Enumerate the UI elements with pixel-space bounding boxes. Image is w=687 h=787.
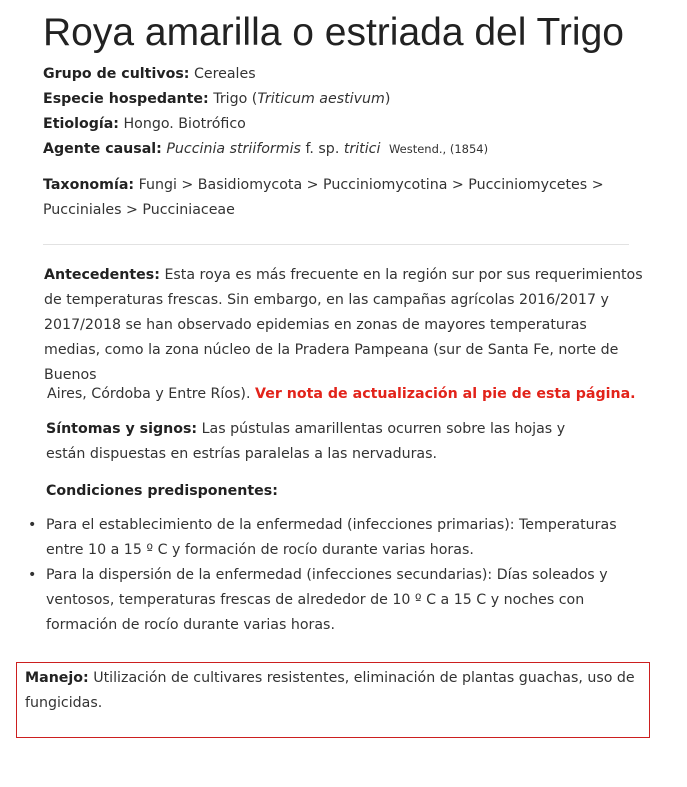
condiciones-heading — [46, 479, 278, 504]
taxonomy-label: Taxonomía: — [43, 177, 135, 193]
bullet-icon: • — [28, 517, 37, 533]
disease-metadata — [43, 62, 643, 162]
sintomas-label: Síntomas y signos: — [46, 421, 198, 437]
grupo-cultivos-row — [43, 62, 643, 87]
page-title: Roya amarilla o estriada del Trigo — [43, 11, 624, 54]
antecedentes-text-continued: Aires, Córdoba y Entre Ríos). — [47, 386, 251, 402]
grupo-cultivos-label: Grupo de cultivos: — [43, 66, 190, 82]
taxonomy-section — [43, 173, 633, 223]
antecedentes-text: Esta roya es más frecuente en la región sur por sus requerimientos de temperaturas frescas. Sin embargo, en las campañas agrícolas 2016/2017 y 2017/2018 se han observado epidemias en zonas de mayores temperaturas medias, como la zona núcleo de la Pradera Pampeana (sur de Santa Fe, norte de Buenos — [44, 267, 643, 383]
etiologia-row — [43, 112, 643, 137]
list-item-text: Para la dispersión de la enfermedad (infecciones secundarias): Días soleados y ventosos, temperaturas frescas de alrededor de 10 º C a 15 C y noches con formación de rocío durante varias horas. — [46, 567, 608, 633]
manejo-text: Utilización de cultivares resistentes, eliminación de plantas guachas, uso de fungicidas. — [25, 670, 635, 711]
section-divider — [43, 244, 629, 245]
antecedentes-continuation — [47, 382, 647, 407]
agente-variety-name: tritici — [343, 141, 381, 157]
agente-causal-label: Agente causal: — [43, 141, 162, 157]
etiologia-value: Hongo. Biotrófico — [123, 116, 246, 132]
antecedentes-paragraph — [44, 263, 644, 388]
manejo-box — [16, 662, 650, 738]
condiciones-list — [22, 513, 622, 638]
list-item-text: Para el establecimiento de la enfermedad (infecciones primarias): Temperaturas entre 10 a 15 º C y formación de rocío durante varias horas. — [46, 517, 617, 558]
antecedentes-label: Antecedentes: — [44, 267, 160, 283]
etiologia-label: Etiología: — [43, 116, 119, 132]
bullet-icon: • — [28, 567, 37, 583]
agente-causal-row — [43, 137, 643, 162]
sintomas-text: Las pústulas amarillentas ocurren sobre las hojas y están dispuestas en estrías paralelas a las nervaduras. — [46, 421, 566, 462]
especie-hospedante-label: Especie hospedante: — [43, 91, 209, 107]
condiciones-label: Condiciones predisponentes: — [46, 483, 278, 499]
especie-value-pre: Trigo ( — [213, 91, 258, 107]
especie-value-post: ) — [384, 91, 391, 107]
list-item — [22, 563, 622, 638]
list-item — [22, 513, 622, 563]
agente-forma-specialis: f. sp. — [305, 141, 340, 157]
taxonomy-value: Fungi > Basidiomycota > Pucciniomycotina > Pucciniomycetes > Pucciniales > Pucciniaceae — [43, 177, 604, 218]
especie-hospedante-row — [43, 87, 643, 112]
sintomas-paragraph — [46, 417, 606, 467]
grupo-cultivos-value: Cereales — [193, 66, 256, 82]
agente-author: Westend., (1854) — [388, 142, 489, 156]
especie-scientific-name: Triticum aestivum — [257, 91, 385, 107]
agente-species-name: Puccinia striiformis — [166, 141, 301, 157]
manejo-label: Manejo: — [25, 670, 89, 686]
update-note-link[interactable]: Ver nota de actualización al pie de esta página. — [255, 386, 636, 402]
